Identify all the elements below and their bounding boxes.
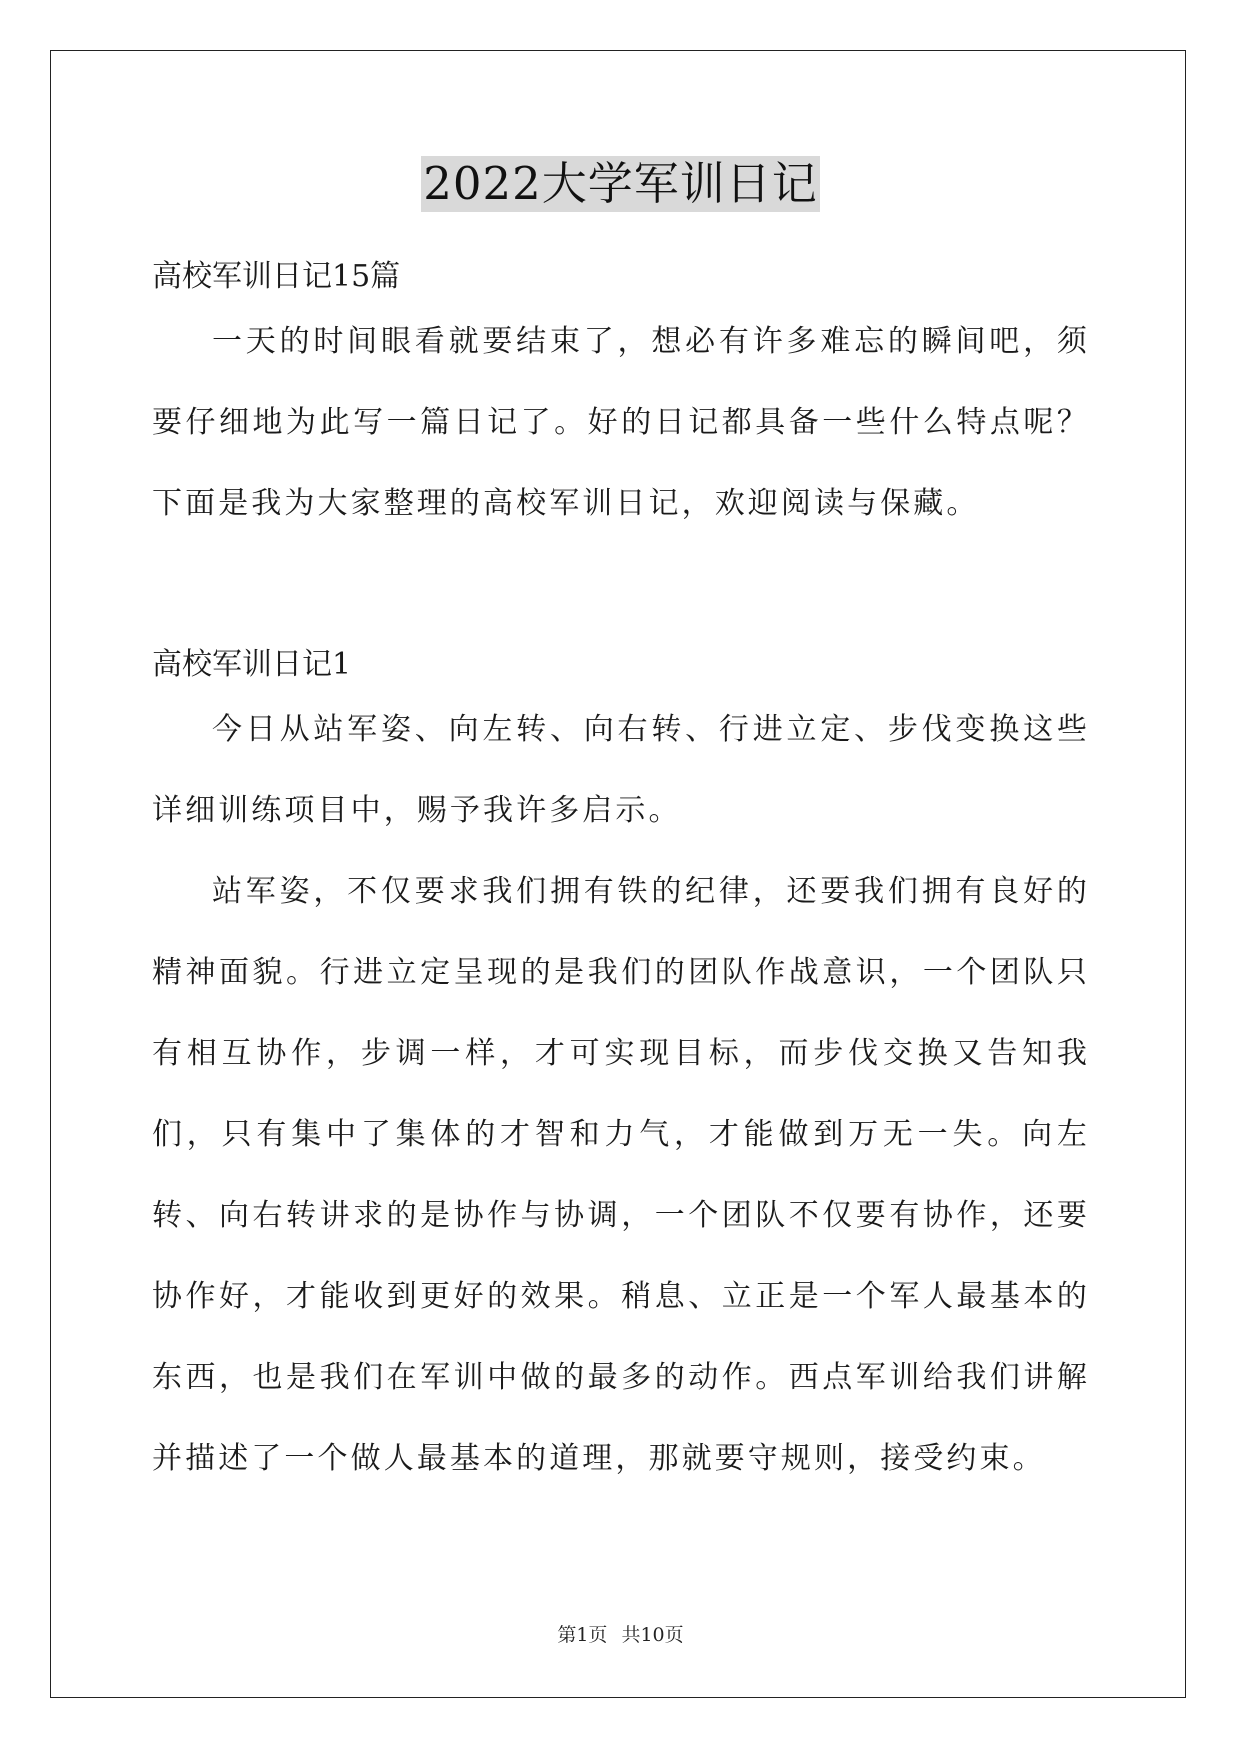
diary-heading: 高校军训日记1 <box>152 647 352 682</box>
diary-paragraph-2: 站军姿，不仅要求我们拥有铁的纪律，还要我们拥有良好的精神面貌。行进立定呈现的是我们的团队作战意识，一个团队只有相互协作，步调一样，才可实现目标，而步伐交换又告知我们，只有集中了集体的才智和力气，才能做到万无一失。向左转、向右转讲求的是协作与协调，一个团队不仅要有协作，还要协作好，才能收到更好的效果。稍息、立正是一个军人最基本的东西，也是我们在军训中做的最多的动作。西点军训给我们讲解并描述了一个做人最基本的道理，那就要守规则，接受约束。 <box>152 874 1090 1476</box>
document-body <box>152 258 1090 1499</box>
page-total: 共10页 <box>621 1624 684 1646</box>
intro-paragraph: 一天的时间眼看就要结束了，想必有许多难忘的瞬间吧，须要仔细地为此写一篇日记了。好的日记都具备一些什么特点呢？下面是我为大家整理的高校军训日记，欢迎阅读与保藏。 <box>152 324 1090 521</box>
collection-heading: 高校军训日记15篇 <box>152 259 401 294</box>
page-footer <box>0 1620 1241 1647</box>
diary-paragraph-1: 今日从站军姿、向左转、向右转、行进立定、步伐变换这些详细训练项目中，赐予我许多启示。 <box>152 712 1090 828</box>
document-title: 2022大学军训日记 <box>423 157 818 210</box>
title-container <box>0 156 1241 212</box>
page-number: 第1页 <box>557 1624 608 1646</box>
